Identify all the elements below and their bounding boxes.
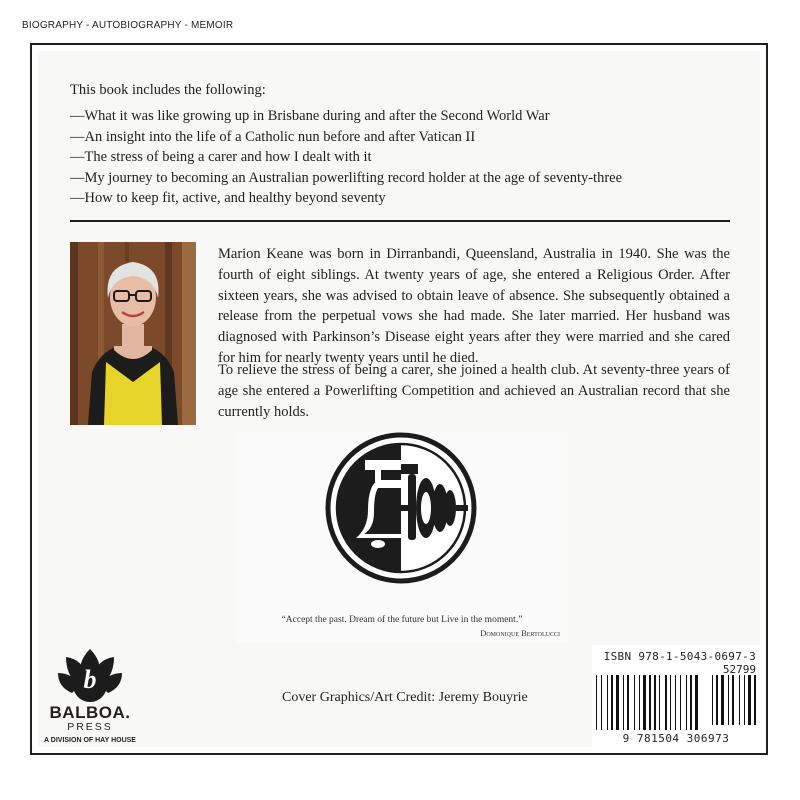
- price-code: 52799: [722, 663, 756, 676]
- emblem-panel: [236, 432, 568, 642]
- list-item: —How to keep fit, active, and healthy beyond seventy: [70, 190, 386, 206]
- publisher-initial: b: [83, 665, 97, 694]
- list-item: —An insight into the life of a Catholic nun before and after Vatican II: [70, 128, 476, 145]
- art-credit: Cover Graphics/Art Credit: Jeremy Bouyrie: [282, 690, 528, 705]
- isbn-number: ISBN 978-1-5043-0697-3: [603, 650, 756, 663]
- bell-barbell-emblem-icon: [236, 432, 568, 642]
- publisher-logo: [36, 645, 144, 749]
- author-bio-paragraph-1: Marion Keane was born in Dirranbandi, Queensland, Australia in 1940. She was the fourth of eight siblings. At twenty years of age, she entered a Religious Order. After sixteen years, she was advised to obtain leave of absence. She subsequently obtained a release from the perpetual vows she had made. She later married. Her husband was diagnosed with Parkinson’s Disease eight years after they were married and she cared for him for nearly twenty years until he died.: [218, 246, 730, 366]
- quote-text: “Accept the past. Dream of the future but Live in the moment.”: [281, 615, 523, 625]
- publisher-name: BALBOA.: [49, 703, 131, 722]
- list-item: —My journey to becoming an Australian powerlifting record holder at the age of seventy-three: [70, 169, 623, 186]
- list-item: —The stress of being a carer and how I dealt with it: [70, 149, 372, 165]
- contents-list: [70, 106, 622, 209]
- list-item: —What it was like growing up in Brisbane during and after the Second World War: [70, 108, 550, 124]
- publisher-press: PRESS: [67, 721, 113, 733]
- author-photo: [70, 242, 196, 425]
- quote-author: Domonique Bertolucci: [480, 628, 560, 638]
- author-bio-paragraph-2: To relieve the stress of being a carer, she joined a health club. At seventy-three years of age she entered a Powerlifting Competition and achieved an Australian record that she currently holds.: [218, 362, 730, 420]
- category-label: BIOGRAPHY - AUTOBIOGRAPHY - MEMOIR: [22, 20, 234, 31]
- contents-intro: This book includes the following:: [70, 82, 266, 98]
- publisher-division: A DIVISION OF HAY HOUSE: [44, 737, 136, 744]
- ean-number: 9 781504 306973: [622, 732, 730, 745]
- section-divider: [70, 220, 730, 222]
